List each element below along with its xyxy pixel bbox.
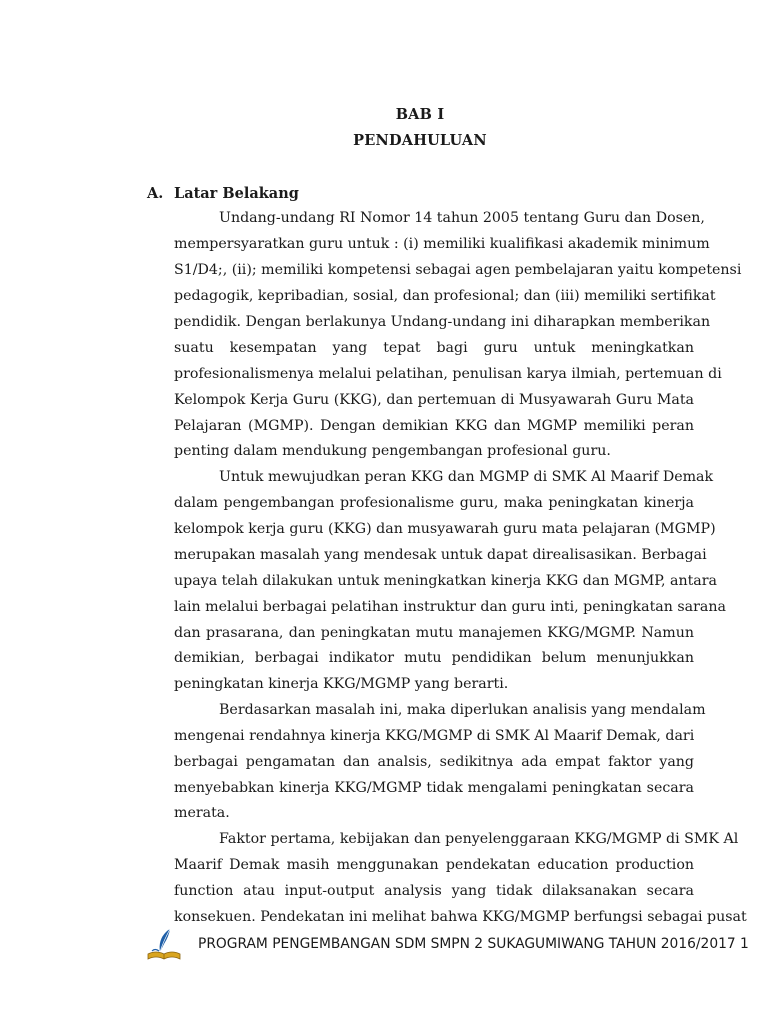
paragraph-line: pedagogik, kepribadian, sosial, dan profesional; dan (iii) memiliki sertifikat: [174, 288, 716, 304]
section-marker: A.: [147, 185, 164, 202]
paragraph-line: penting dalam mendukung pengembangan profesional guru.: [174, 443, 611, 459]
paragraph-line: function atau input-output analysis yang tidak dilaksanakan secara: [174, 883, 694, 899]
paragraph-line: mengenai rendahnya kinerja KKG/MGMP di SMK Al Maarif Demak, dari: [174, 728, 695, 744]
paragraph-line: dalam pengembangan profesionalisme guru, maka peningkatan kinerja: [174, 495, 694, 511]
paragraph-line: Untuk mewujudkan peran KKG dan MGMP di SMK Al Maarif Demak: [219, 469, 714, 485]
section-title: Latar Belakang: [174, 185, 299, 202]
paragraph-line: Kelompok Kerja Guru (KKG), dan pertemuan di Musyawarah Guru Mata: [174, 392, 694, 408]
paragraph-line: suatu kesempatan yang tepat bagi guru untuk meningkatkan: [174, 340, 694, 356]
paragraph-line: S1/D4;, (ii); memiliki kompetensi sebagai agen pembelajaran yaitu kompetensi: [174, 262, 742, 278]
footer-text: PROGRAM PENGEMBANGAN SDM SMPN 2 SUKAGUMIWANG TAHUN 2016/2017 1: [198, 936, 749, 952]
paragraph-line: Berdasarkan masalah ini, maka diperlukan analisis yang mendalam: [219, 702, 706, 718]
paragraph-line: merata.: [174, 805, 230, 821]
paragraph-line: Faktor pertama, kebijakan dan penyelenggaraan KKG/MGMP di SMK Al: [219, 831, 739, 847]
chapter-number: BAB I: [395, 106, 445, 123]
paragraph-line: Pelajaran (MGMP). Dengan demikian KKG dan MGMP memiliki peran: [174, 418, 694, 434]
paragraph-line: pendidik. Dengan berlakunya Undang-undang ini diharapkan memberikan: [174, 314, 711, 330]
paragraph-line: demikian, berbagai indikator mutu pendidikan belum menunjukkan: [174, 650, 694, 666]
paragraph-line: lain melalui berbagai pelatihan instruktur dan guru inti, peningkatan sarana: [174, 599, 726, 615]
quill-and-book-icon: [146, 928, 182, 962]
paragraph-line: profesionalismenya melalui pelatihan, penulisan karya ilmiah, pertemuan di: [174, 366, 722, 382]
paragraph-line: Undang-undang RI Nomor 14 tahun 2005 tentang Guru dan Dosen,: [219, 210, 705, 226]
page-footer: [146, 928, 749, 962]
paragraph-line: peningkatan kinerja KKG/MGMP yang berarti.: [174, 676, 509, 692]
paragraph-line: Maarif Demak masih menggunakan pendekatan education production: [174, 857, 694, 873]
paragraph-line: konsekuen. Pendekatan ini melihat bahwa KKG/MGMP berfungsi sebagai pusat: [174, 909, 747, 925]
paragraph-line: mempersyaratkan guru untuk : (i) memiliki kualifikasi akademik minimum: [174, 236, 710, 252]
paragraph-line: dan prasarana, dan peningkatan mutu manajemen KKG/MGMP. Namun: [174, 625, 694, 641]
paragraph-line: menyebabkan kinerja KKG/MGMP tidak mengalami peningkatan secara: [174, 780, 694, 796]
paragraph-line: kelompok kerja guru (KKG) dan musyawarah guru mata pelajaran (MGMP): [174, 521, 716, 537]
paragraph-line: merupakan masalah yang mendesak untuk dapat direalisasikan. Berbagai: [174, 547, 707, 563]
paragraph-line: upaya telah dilakukan untuk meningkatkan kinerja KKG dan MGMP, antara: [174, 573, 717, 589]
paragraph-line: berbagai pengamatan dan analsis, sedikitnya ada empat faktor yang: [174, 754, 694, 770]
chapter-title: PENDAHULUAN: [353, 132, 487, 149]
